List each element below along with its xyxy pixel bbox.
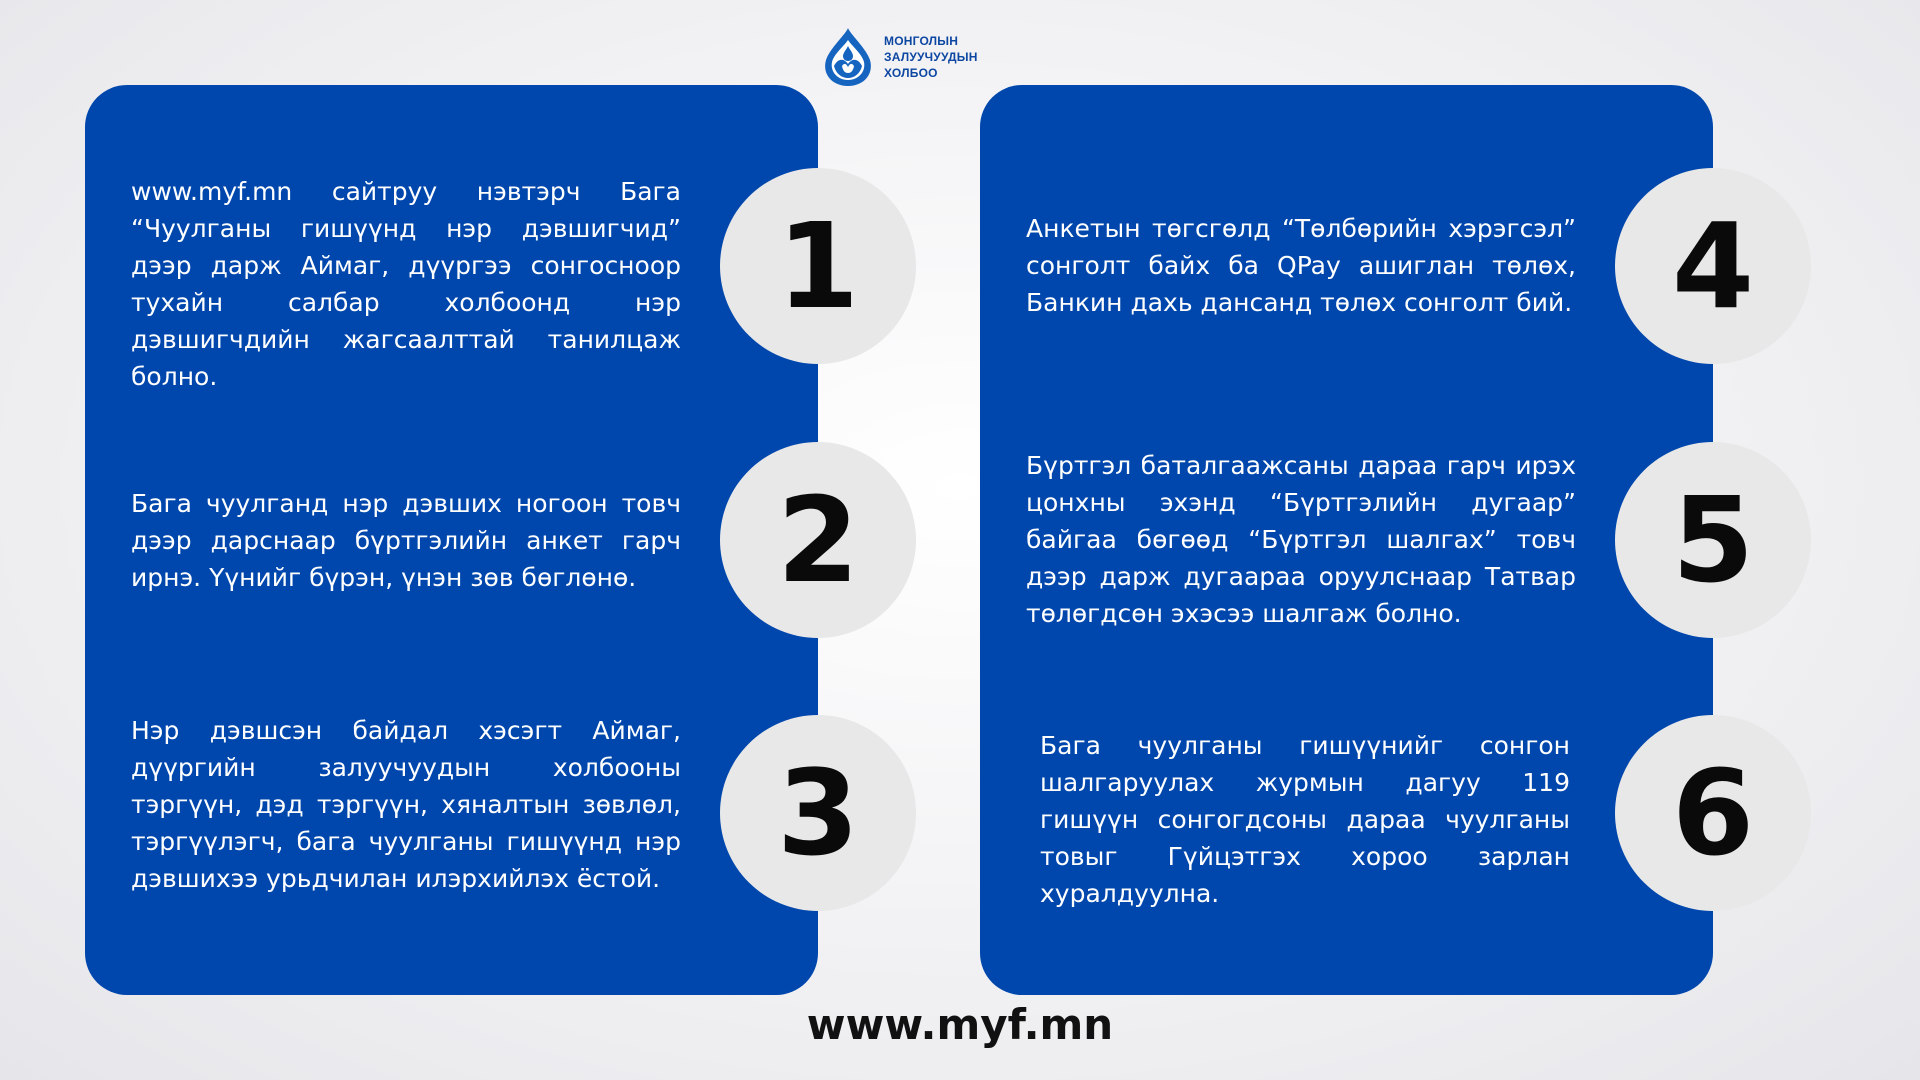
organization-logo [820,26,978,88]
step-6-text: Бага чуулганы гишүүнийг сонгон шалгаруулах журмын дагуу 119 гишүүн сонгогдсоны дараа чуулганы товыг Гүйцэтгэх хороо зарлан хуралдуулна. [1040,731,1570,908]
logo-line-2: ЗАЛУУЧУУДЫН [884,50,978,64]
step-3-number: 3 [776,744,860,882]
logo-line-1: МОНГОЛЫН [884,34,959,48]
step-2-text: Бага чуулганд нэр дэвших ногоон товч дээр дарснаар бүртгэлийн анкет гарч ирнэ. Үүнийг бүрэн, үнэн зөв бөглөнө. [131,489,681,592]
steps-panel-right [980,85,1713,995]
footer-website-url[interactable]: www.myf.mn [806,1000,1114,1049]
step-2-number: 2 [776,471,860,609]
step-4-number-badge [1615,168,1811,364]
step-3-text: Нэр дэвшсэн байдал хэсэгт Аймаг, дүүргийн залуучуудын холбооны тэргүүн, дэд тэргүүн, хяналтын зөвлөл, тэргүүлэгч, бага чуулганы гишүүнд нэр дэвшихээ урьдчилан илэрхийлэх ёстой. [131,716,681,893]
step-1-number-badge [720,168,916,364]
step-5-number: 5 [1671,471,1755,609]
step-5-text: Бүртгэл баталгаажсаны дараа гарч ирэх цонхны эхэнд “Бүртгэлийн дугаар” байгаа бөгөөд “Бүртгэл шалгах” товч дээр дарж дугаараа оруулснаар Татвар төлөгдсөн эхэсээ шалгаж болно. [1026,451,1576,628]
steps-panel-left [85,85,818,995]
logo-line-3: ХОЛБОО [884,66,938,80]
step-4-text: Анкетын төгсгөлд “Төлбөрийн хэрэгсэл” сонголт байх ба QPay ашиглан төлөх, Банкин дахь дансанд төлөх сонголт бий. [1026,214,1576,317]
step-6-number: 6 [1671,744,1755,882]
step-6-number-badge [1615,715,1811,911]
step-1-text: www.myf.mn сайтруу нэвтэрч Бага “Чуулганы гишүүнд нэр дэвшигчид” дээр дарж Аймаг, дүүргээ сонгосноор тухайн салбар холбоонд нэр дэвшигчдийн жагсаалттай танилцаж болно. [131,177,681,391]
droplet-wave-logo-icon [820,26,876,88]
step-4-number: 4 [1671,197,1755,335]
step-3-number-badge [720,715,916,911]
step-5-number-badge [1615,442,1811,638]
step-1-number: 1 [776,197,860,335]
step-2-number-badge [720,442,916,638]
logo-wordmark [884,33,978,81]
